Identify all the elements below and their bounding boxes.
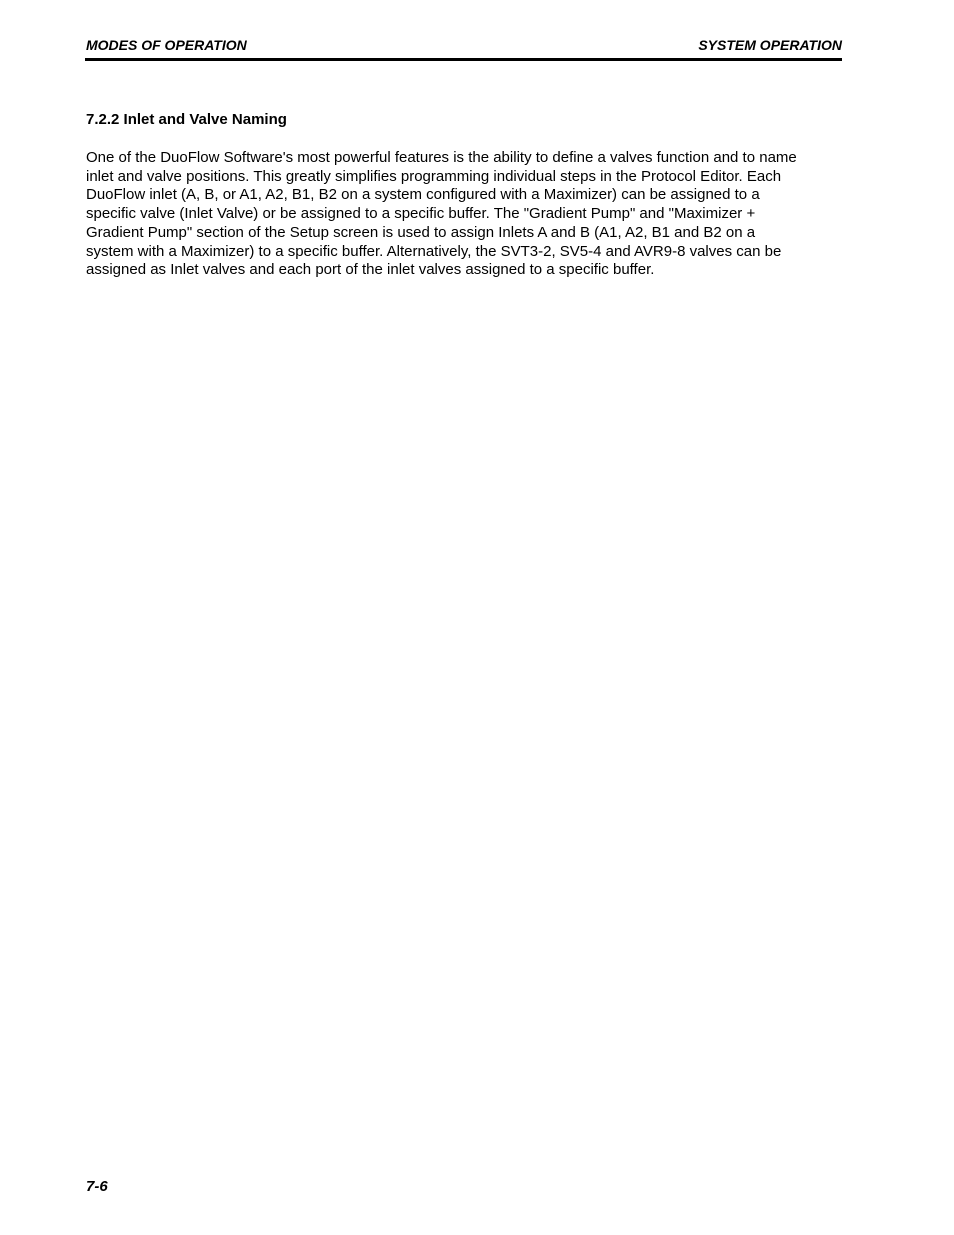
paragraph-line: One of the DuoFlow Software's most powerful features is the ability to define a valves function and to name — [86, 149, 797, 166]
paragraph-line: inlet and valve positions. This greatly simplifies programming individual steps in the Protocol Editor. Each — [86, 167, 782, 185]
section-heading: 7.2.2 Inlet and Valve Naming — [86, 111, 287, 128]
paragraph-line: Gradient Pump" section of the Setup screen is used to assign Inlets A and B (A1, A2, B1 and B2 on a — [86, 223, 756, 241]
paragraph-line: specific valve (Inlet Valve) or be assigned to a specific buffer. The "Gradient Pump" and "Maximizer + — [86, 205, 756, 223]
header-section-title: SYSTEM OPERATION — [698, 37, 842, 53]
body-paragraph — [86, 149, 846, 280]
header-chapter-title: MODES OF OPERATION — [86, 37, 247, 53]
page-header — [85, 36, 842, 61]
page-number: 7-6 — [86, 1178, 108, 1195]
paragraph-line: DuoFlow inlet (A, B, or A1, A2, B1, B2 on a system configured with a Maximizer) can be assigned to a — [86, 186, 760, 204]
paragraph-line: system with a Maximizer) to a specific buffer. Alternatively, the SVT3-2, SV5-4 and AVR9-8 valves can be — [86, 242, 782, 260]
paragraph-line: assigned as Inlet valves and each port of the inlet valves assigned to a specific buffer. — [86, 261, 655, 279]
